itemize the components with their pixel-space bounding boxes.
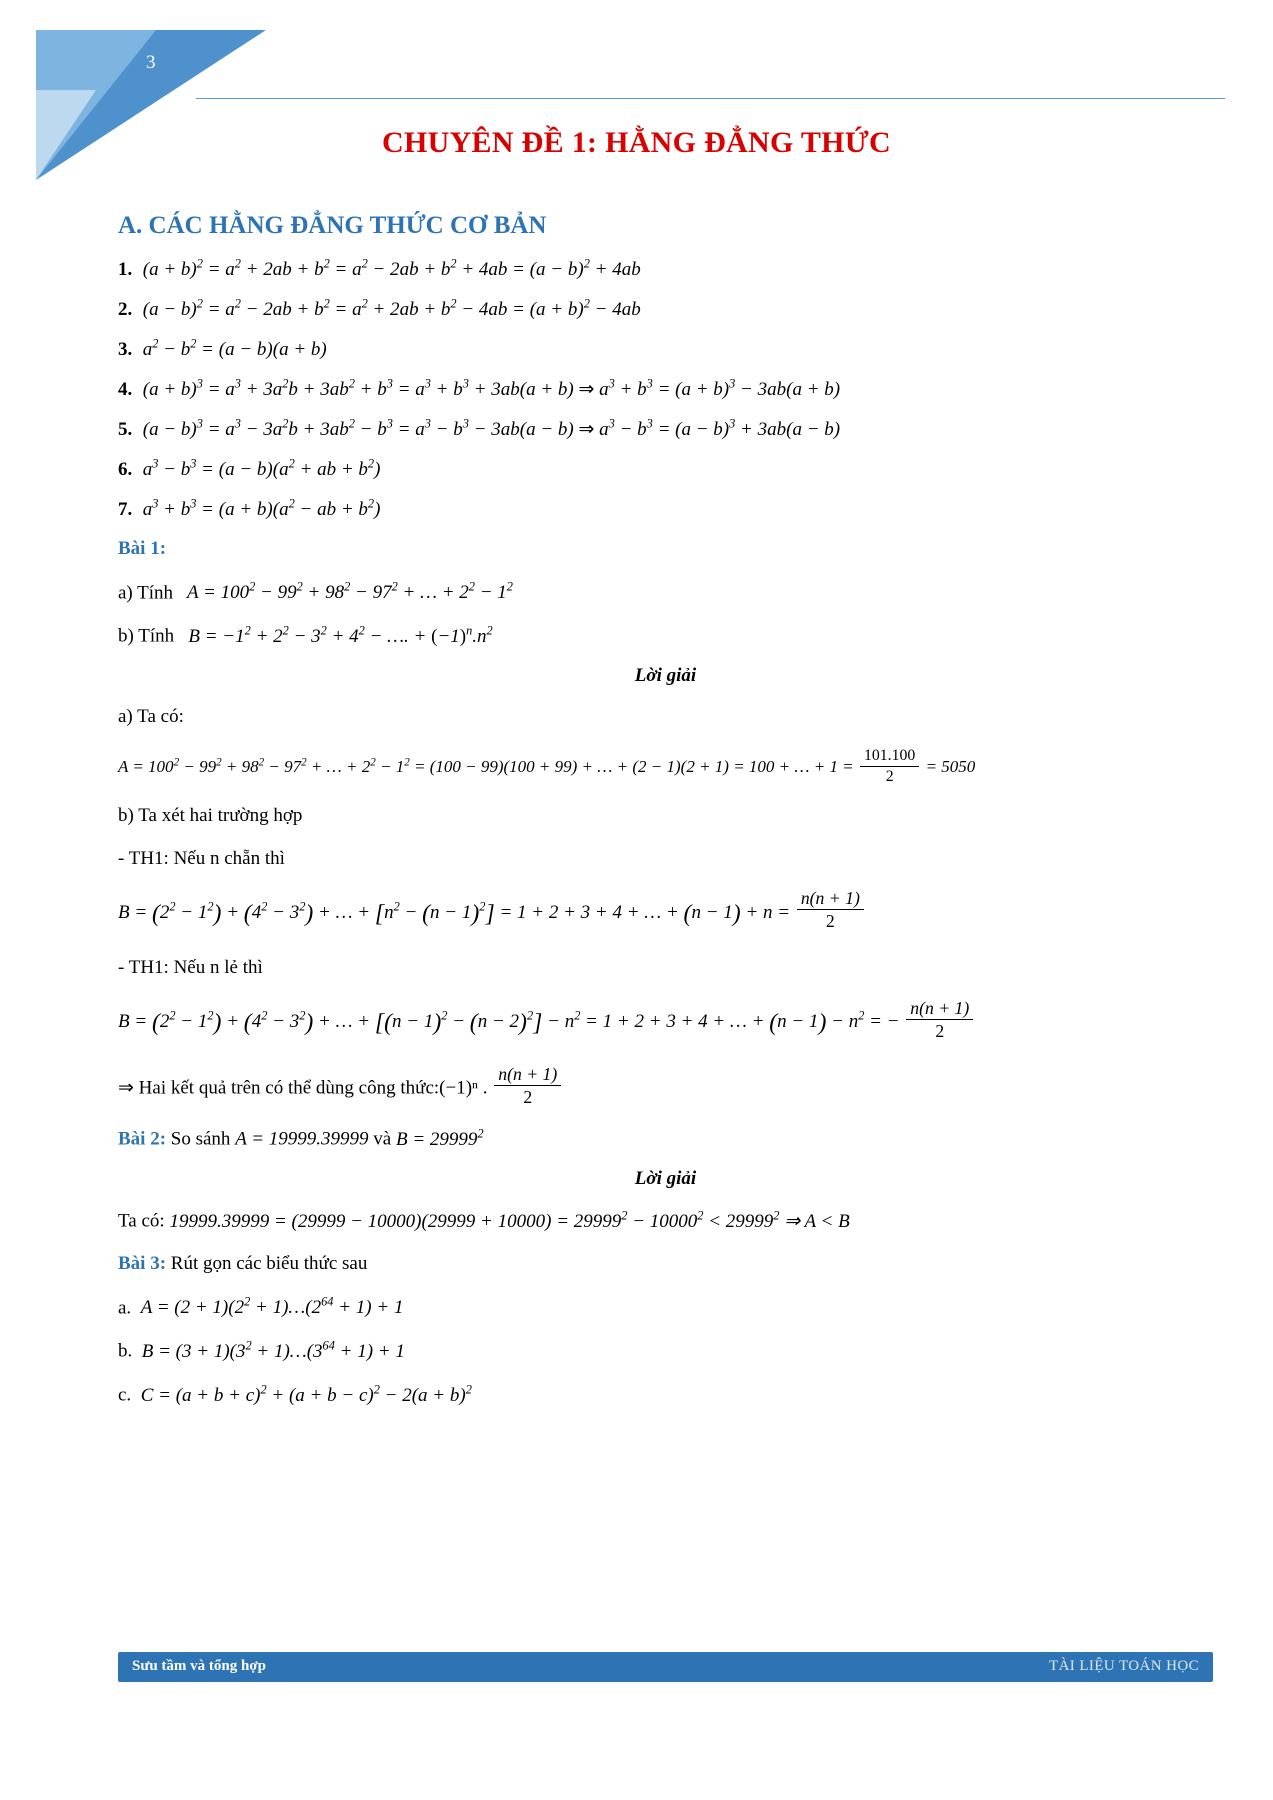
identity-item: [118, 376, 1213, 404]
solution-a-lead: a) Ta có:: [118, 706, 184, 728]
exercise-2: [118, 1124, 1213, 1154]
identity-item: [118, 495, 1213, 523]
case-2-expression: $B = (2^2 - 1^2) + (4^2 - 3^2)$ + … + $[(n - 1)^2 - (n - 2)^2] - n^2 = 1 + 2 + 3 + 4$ + … + $(n - 1) - n^2$ = −: [118, 1008, 905, 1036]
exercise-label: Bài 2:: [118, 1128, 167, 1150]
exercise-3-item: a. $A = (2 + 1)(2^2$ + $1)\dots(2^{64} + 1) + 1$: [118, 1294, 404, 1318]
exercise-3-prompt: Rút gọn các biểu thức sau: [170, 1253, 368, 1275]
identity-expression: $(a - b)^3 = a^3 - 3a^2b + 3ab^2 - b^3 = a^3 - b^3 - 3ab(a - b)$ ⇒ $a^3 - b^3 = (a - b)^3 + 3ab(a - b)$: [142, 416, 841, 440]
case-1-expression: $B = (2^2 - 1^2) + (4^2 - 3^2)$ + … + $[n^2 - (n - 1)^2] = 1 + 2 + 3 + 4$ + … + (n − 1) + n =: [118, 899, 795, 927]
exercise-3: [118, 1250, 1213, 1279]
footer-left-text: Sưu tầm và tổng hợp: [132, 1658, 267, 1674]
solution-heading: Lời giải: [634, 665, 697, 687]
conclusion-line: [118, 1063, 1213, 1108]
conclusion-text: ⇒ Hai kết quả trên có thể dùng công thức:(−1)ⁿ .: [118, 1077, 488, 1099]
fraction-denominator: 2: [523, 1087, 533, 1108]
exercise-1-part-a: [118, 578, 1213, 608]
identity-expression: $(a + b)^2 = a^2 + 2ab + b^2 = a^2 - 2ab + b^2 + 4ab = (a - b)^2 + 4ab$: [142, 257, 641, 281]
fraction-denominator: 2: [885, 767, 894, 785]
exercise-3-item: b. $B = (3 + 1)(3^2$ + $1)\dots(3^{64} + 1) + 1$: [118, 1338, 405, 1362]
fraction-numerator: 101.100: [860, 746, 919, 767]
fraction-numerator: n(n + 1): [906, 997, 973, 1020]
case-2-equation: [118, 997, 1213, 1048]
exercise-1-label: [118, 535, 1213, 564]
identity-item: [118, 455, 1213, 483]
page-title: CHUYÊN ĐỀ 1: HẰNG ĐẲNG THỨC: [382, 126, 891, 159]
part-a-text: a) Tính: [118, 581, 174, 603]
fraction-numerator: n(n + 1): [494, 1063, 561, 1086]
identity-item: [118, 416, 1213, 444]
identity-number: 6.: [118, 458, 133, 480]
identity-expression: $a^3 + b^3 = (a + b)(a^2$ − ab + $b^2$): [142, 496, 381, 520]
header-divider: [196, 98, 1225, 99]
part-a-expression: $A = 100^2 - 99^2 + 98^2 - 97^2$ + … + $2^2 - 1^2$: [186, 579, 513, 603]
exercise-label: Bài 1:: [118, 538, 167, 560]
fraction: [906, 997, 973, 1042]
fraction: [494, 1063, 561, 1108]
exercise-2-solution: Ta có: $19999.39999 = (29999 - 10000)(29999 + 10000) = 29999^2 - 10000^2 < 29999^2$ ⇒ A < B: [118, 1208, 850, 1232]
case-1-label: - TH1: Nếu n chẵn thì: [118, 847, 285, 869]
exercise-1-part-b: [118, 621, 1213, 651]
identity-expression: $(a - b)^2 = a^2 - 2ab + b^2 = a^2 + 2ab + b^2 - 4ab = (a + b)^2 - 4ab$: [142, 296, 641, 321]
footer-right-text: TÀI LIỆU TOÁN HỌC: [1049, 1658, 1199, 1674]
footer-bar: [118, 1652, 1213, 1682]
solution-heading: Lời giải: [634, 1168, 697, 1190]
identity-number: 3.: [118, 339, 133, 361]
solution-a-result: = 5050: [925, 756, 976, 776]
identity-number: 4.: [118, 378, 133, 400]
exercise-2-prompt: So sánh A = 19999.39999 và $B = 29999^2$: [170, 1126, 484, 1150]
case-1-equation: [118, 887, 1213, 938]
page-number: 3: [146, 52, 156, 73]
identity-expression: $(a + b)^3 = a^3 + 3a^2b + 3ab^2 + b^3 = a^3 + b^3 + 3ab(a + b)$ ⇒ $a^3 + b^3 = (a + b)^3 - 3ab(a + b)$: [142, 376, 841, 400]
solution-a-expression: $A = 100^2 - 99^2 + 98^2 - 97^2$ + … + $2^2 - 1^2 = (100 - 99)(100 + 99)$ + … + (2 − 1)(2 + 1) = 100 + … + 1 =: [118, 756, 858, 776]
exercise-label: Bài 3:: [118, 1253, 167, 1275]
fraction-denominator: 2: [935, 1020, 945, 1041]
fraction-numerator: n(n + 1): [797, 887, 864, 910]
solution-a-equation: [118, 746, 1213, 787]
identity-item: [118, 296, 1213, 324]
identity-item: [118, 336, 1213, 364]
identity-number: 1.: [118, 259, 133, 281]
identity-item: [118, 256, 1213, 284]
fraction: [797, 887, 864, 932]
fraction-denominator: 2: [825, 911, 835, 932]
identity-number: 2.: [118, 299, 133, 321]
fraction: [860, 746, 919, 787]
part-b-expression: $B = -1^2 + 2^2 - 3^2 + 4^2$ − …. + $(-1)^n.n^2$: [188, 623, 493, 647]
identity-number: 7.: [118, 498, 133, 520]
identity-expression: $a^3 - b^3 = (a - b)(a^2$ + ab + $b^2$): [142, 456, 381, 480]
document-content: [118, 212, 1213, 1424]
part-b-text: b) Tính: [118, 625, 175, 647]
section-heading: A. CÁC HẰNG ĐẲNG THỨC CƠ BẢN: [118, 212, 547, 239]
identity-expression: $a^2 - b^2 = (a - b)(a + b)$: [142, 336, 327, 361]
solution-b-lead: b) Ta xét hai trường hợp: [118, 805, 303, 827]
identity-number: 5.: [118, 418, 133, 440]
case-2-label: - TH1: Nếu n lẻ thì: [118, 957, 263, 979]
exercise-3-item: c. $C = (a + b + c)^2 + (a + b - c)^2 - 2(a + b)^2$: [118, 1382, 472, 1406]
